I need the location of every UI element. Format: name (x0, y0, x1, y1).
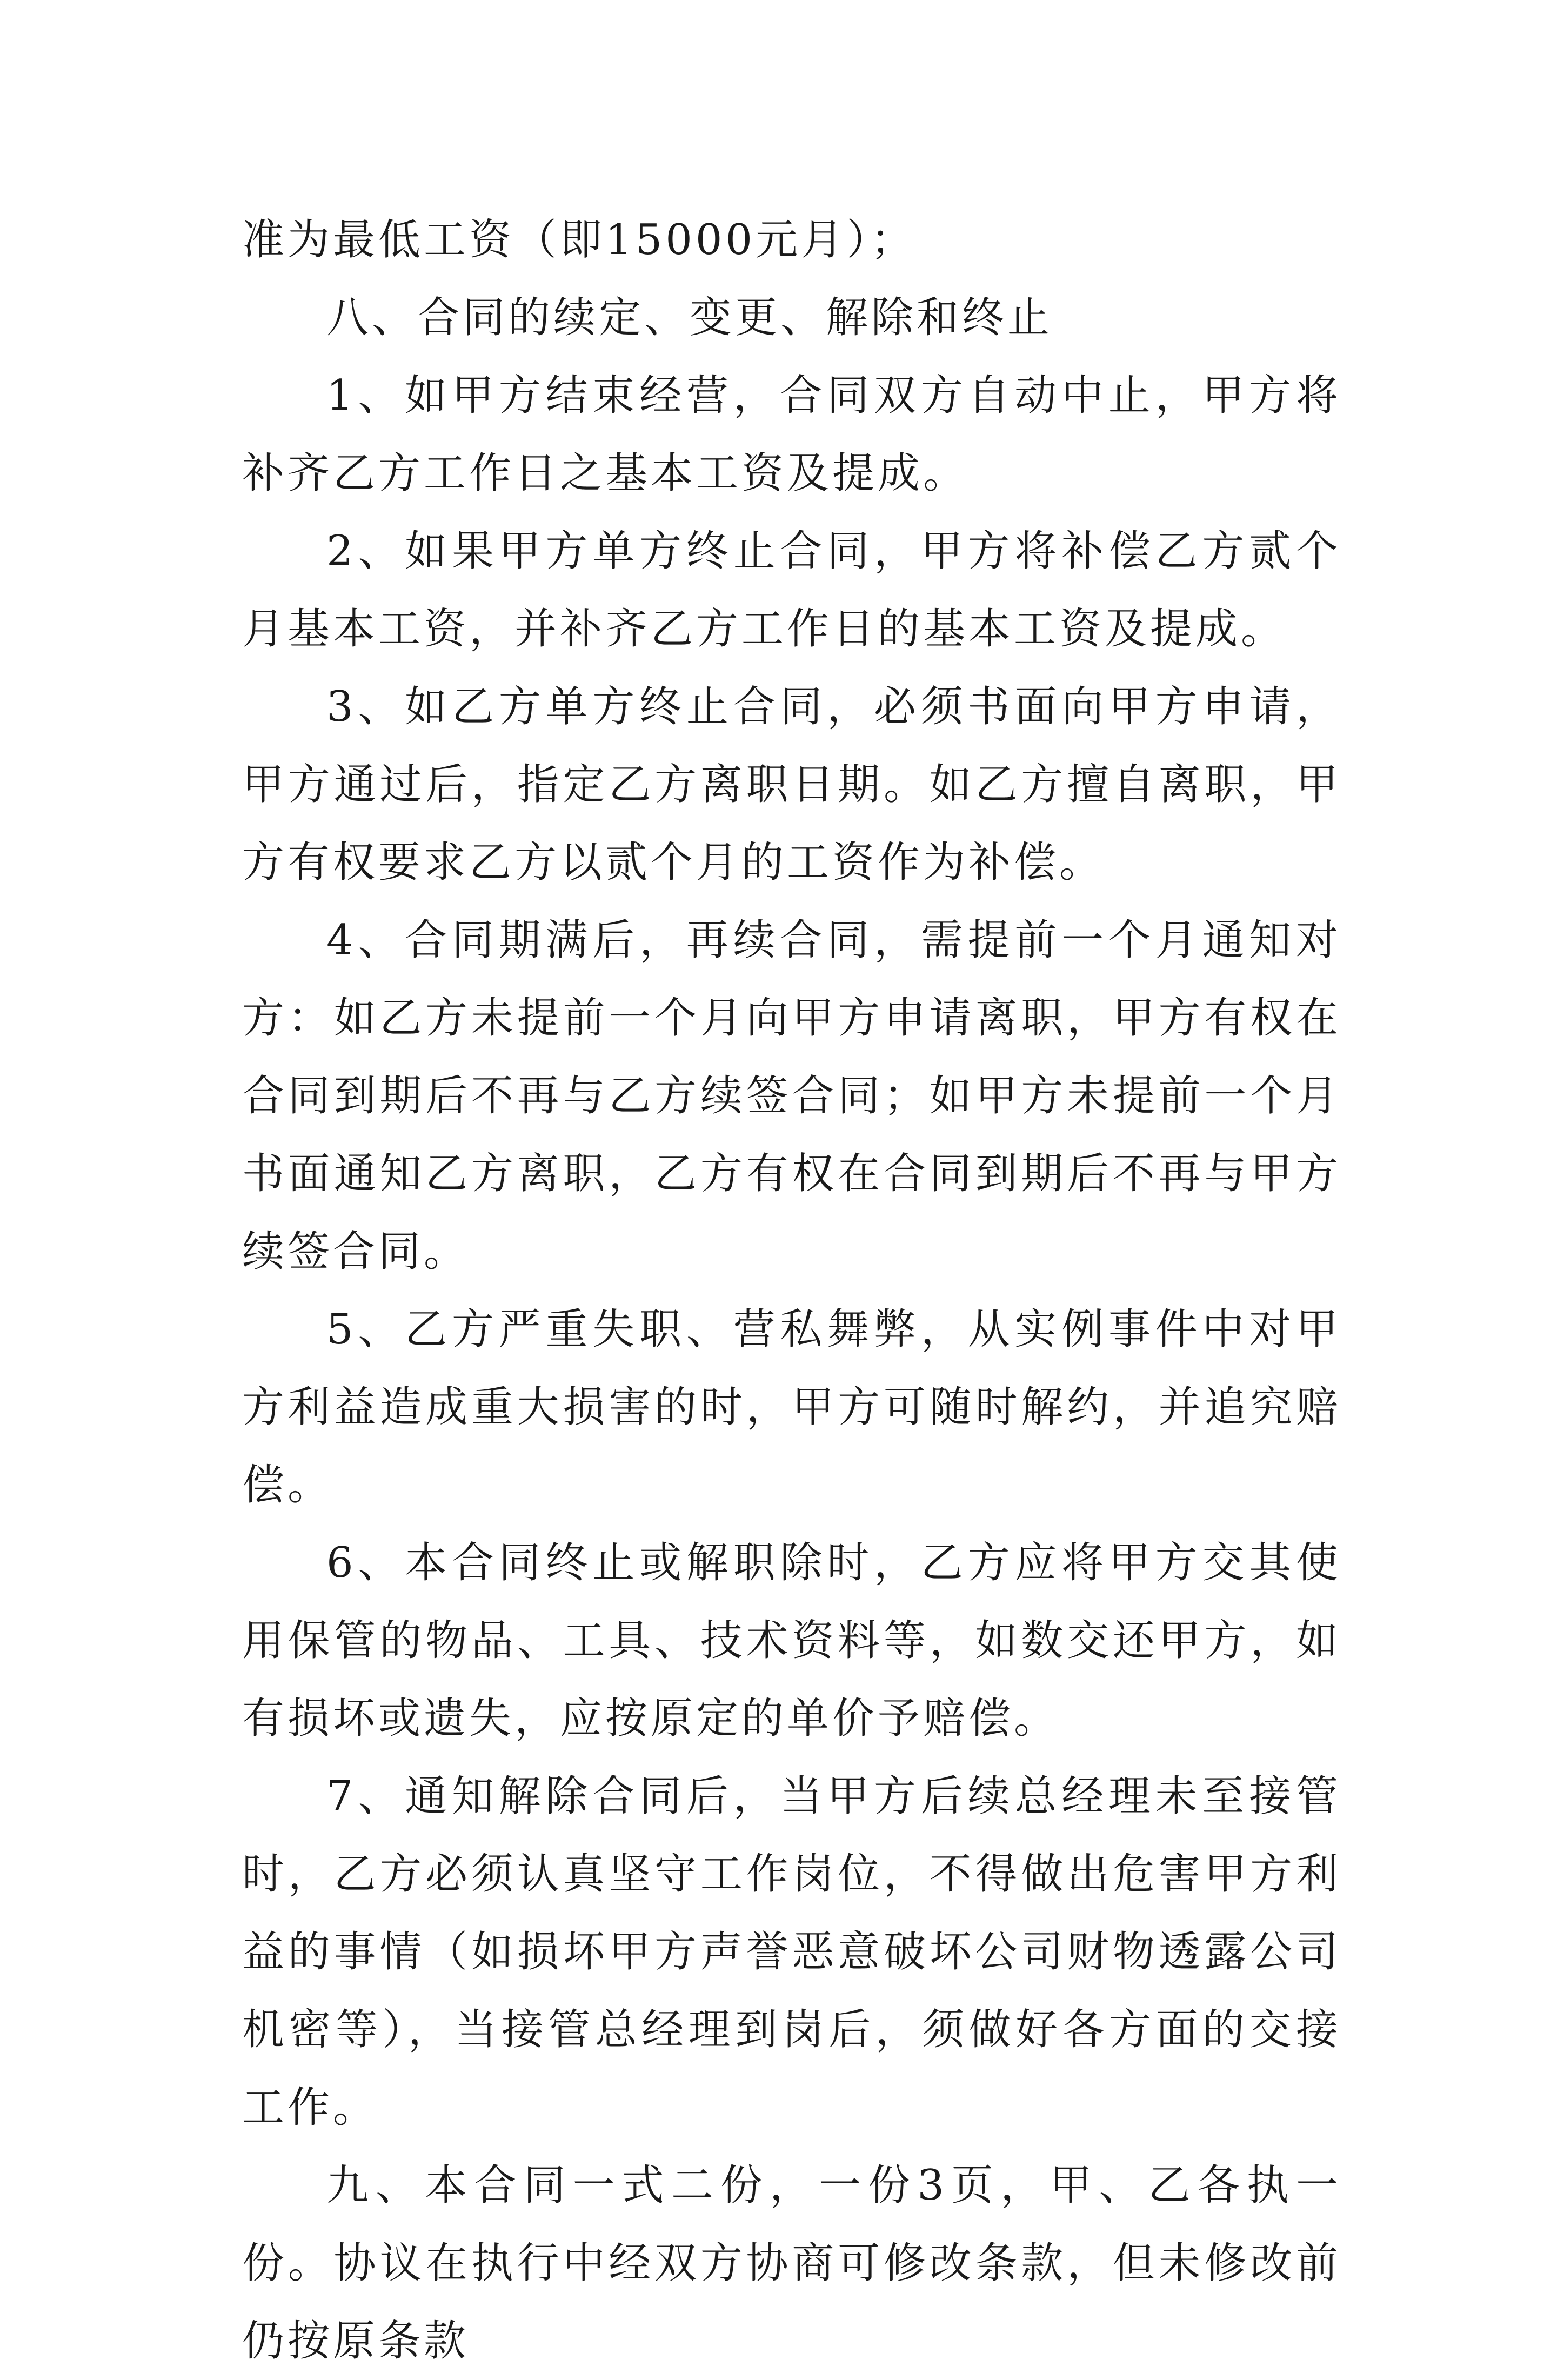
clause-8-7: 7、通知解除合同后，当甲方后续总经理未至接管时，乙方必须认真坚守工作岗位，不得做出危害甲方利益的事情（如损坏甲方声誉恶意破坏公司财物透露公司机密等），当接管总经理到岗后，须做好各方面的交接工作。 (242, 1772, 1341, 2132)
section-heading-9: 九、本合同一式二份，一份3页，甲、乙各执一份。协议在执行中经双方协商可修改条款，但未修改前仍按原条款 (242, 2161, 1341, 2365)
paragraph-salary-standard-end: 准为最低工资（即15000元月）； (242, 216, 917, 264)
section-heading-8: 八、合同的续定、变更、解除和终止 (326, 293, 1053, 342)
clause-8-4: 4、合同期满后，再续合同，需提前一个月通知对方：如乙方未提前一个月向甲方申请离职，甲方有权在合同到期后不再与乙方续签合同；如甲方未提前一个月书面通知乙方离职，乙方有权在合同到期后不再与甲方续签合同。 (242, 916, 1341, 1276)
clause-8-5: 5、乙方严重失职、营私舞弊，从实例事件中对甲方利益造成重大损害的时，甲方可随时解约，并追究赔偿。 (242, 1305, 1341, 1509)
clause-8-1: 1、如甲方结束经营，合同双方自动中止，甲方将补齐乙方工作日之基本工资及提成。 (242, 371, 1341, 498)
clause-8-6: 6、本合同终止或解职除时，乙方应将甲方交其使用保管的物品、工具、技术资料等，如数交还甲方，如有损坏或遗失，应按原定的单价予赔偿。 (242, 1539, 1341, 1743)
document-body (242, 201, 1341, 2380)
clause-8-3: 3、如乙方单方终止合同，必须书面向甲方申请，甲方通过后，指定乙方离职日期。如乙方擅自离职，甲方有权要求乙方以贰个月的工资作为补偿。 (242, 683, 1341, 887)
clause-8-2: 2、如果甲方单方终止合同，甲方将补偿乙方贰个月基本工资，并补齐乙方工作日的基本工资及提成。 (242, 527, 1341, 653)
